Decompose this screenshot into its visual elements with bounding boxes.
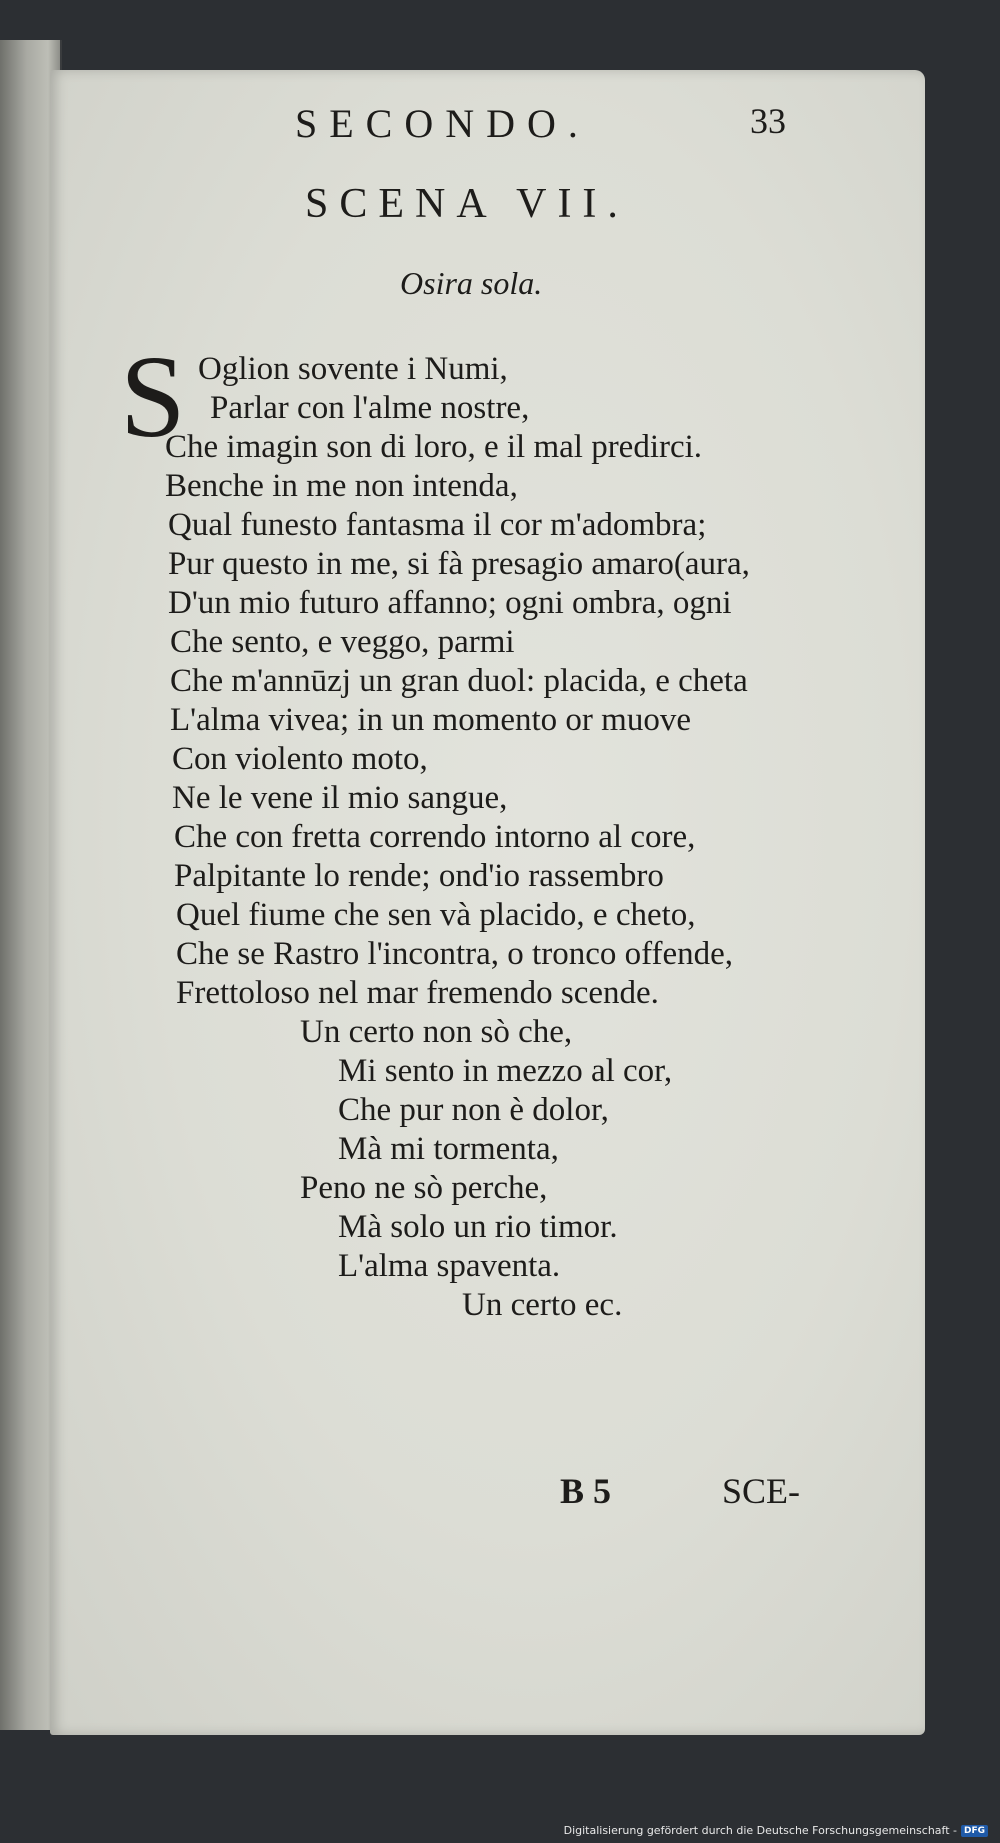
verse-line: D'un mio futuro affanno; ogni ombra, ogni — [168, 585, 732, 621]
verse-line: Che pur non è dolor, — [338, 1092, 609, 1128]
verse-line: Ne le vene il mio sangue, — [172, 780, 508, 816]
verse-line: Peno ne sò perche, — [300, 1170, 548, 1206]
verse-line: Un certo non sò che, — [300, 1014, 573, 1050]
verse-line: Che m'annūzj un gran duol: placida, e cheta — [170, 663, 748, 699]
drop-cap: S — [120, 331, 186, 462]
verse-line: Palpitante lo rende; ond'io rassembro — [174, 858, 664, 894]
dfg-logo-icon: DFG — [961, 1825, 988, 1837]
page-number: 33 — [750, 101, 786, 141]
verse-line: Mi sento in mezzo al cor, — [338, 1053, 673, 1089]
verse-line: Parlar con l'alme nostre, — [210, 390, 530, 426]
verse-block — [50, 350, 925, 1325]
verse-line: L'alma spaventa. — [338, 1248, 561, 1284]
verse-line: Qual funesto fantasma il cor m'adombra; — [168, 507, 707, 543]
catchword: SCE- — [722, 1471, 801, 1511]
verse-line: Pur questo in me, si fà presagio amaro(aura, — [168, 546, 750, 582]
scene-title: SCENA VII. — [305, 181, 629, 227]
signature-mark: B 5 — [560, 1471, 612, 1511]
running-head: SECONDO. — [295, 101, 590, 146]
verse-line: Oglion sovente i Numi, — [198, 351, 508, 387]
verse-line: Che con fretta correndo intorno al core, — [174, 819, 696, 855]
verse-line: Un certo ec. — [462, 1287, 623, 1323]
verse-line: L'alma vivea; in un momento or muove — [170, 702, 691, 738]
verse-line: Con violento moto, — [172, 741, 428, 777]
verse-line: Benche in me non intenda, — [165, 468, 518, 504]
credit-text: Digitalisierung gefördert durch die Deutsche Forschungsgemeinschaft - — [563, 1824, 957, 1837]
character-heading: Osira sola. — [400, 265, 543, 301]
verse-line: Che se Rastro l'incontra, o tronco offende, — [176, 936, 734, 972]
book-page — [50, 70, 925, 1735]
verse-line: Mà solo un rio timor. — [338, 1209, 618, 1245]
verse-line: Che sento, e veggo, parmi — [170, 624, 515, 660]
verse-line: Mà mi tormenta, — [338, 1131, 559, 1167]
verse-line: Quel fiume che sen và placido, e cheto, — [176, 897, 696, 933]
verse-line: Frettoloso nel mar fremendo scende. — [176, 975, 659, 1011]
verse-line: Che imagin son di loro, e il mal predirci. — [165, 429, 703, 465]
digitization-credit — [564, 1824, 988, 1837]
